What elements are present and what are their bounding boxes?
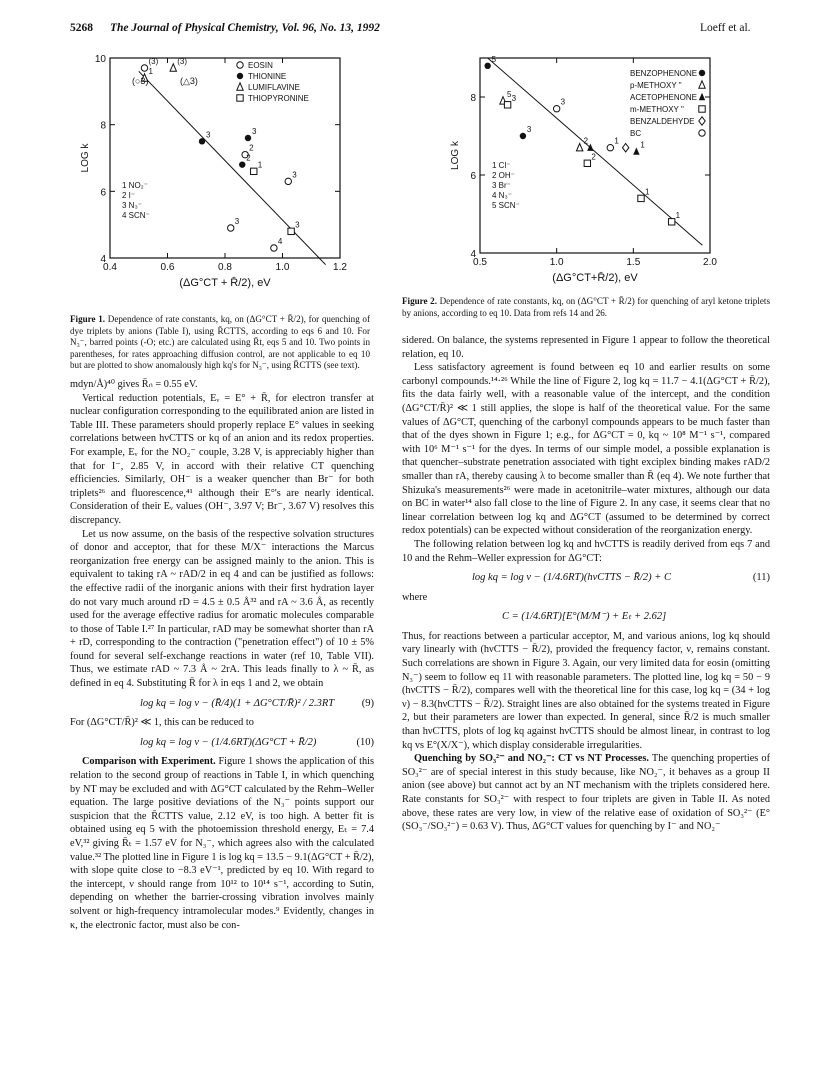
legend-marker [237, 83, 243, 90]
anion-list-item: 2 I⁻ [122, 191, 136, 200]
right-p3: The following relation between log kq and hνCTTS is readily derived from eqs 7 and 10 and the Rehm–Weller expression for ΔG°CT: [402, 538, 770, 564]
point-label: 1 [640, 140, 645, 150]
data-point [668, 219, 674, 225]
left-p2: Vertical reduction potentials, Eᵥ = E° + R̄, for electron transfer at nuclear configuration corresponding to the equilibrated anion are listed in Table III. These parameters should properly replace E° values in seeking correlations between hνCTTS or kq of an anion and its redox properties. For example, Eᵥ for the NO₂⁻ couple, 3.28 V, is appreciably higher than that for I⁻, 2.85 V, in accord with their relative CT quenching efficiencies. Similarly, OH⁻ is a weaker quencher than Br⁻ for both triplets²⁶ and fluorescence,⁴¹ although their E°'s are nearly identical. Consideration of their Eᵥ values (OH⁻, 3.97 V; Br⁻, 3.67 V) resolves this discrepancy. [70, 392, 374, 526]
legend-label: ACETOPHENONE [630, 93, 697, 102]
point-label: 3 [295, 220, 300, 230]
data-point [228, 225, 234, 231]
point-label: 2 [591, 152, 596, 162]
right-p4: Thus, for reactions between a particular acceptor, M, and various anions, log kq should vary linearly with (hνCTTS − R̄/2), provided the frequency factor, ν, remains constant. Such correlations are shown in Figure 3. Again, our very limited data for eosin (omitting N₃⁻) seem to follow eq 11 with reasonable parameters. The plotted line, log kq = 50 − 9 (hνCTTS − R̄/2), compares well with the theoretical line for this case, log kq = (34 + log ν) − 8.3(hνCTTS − R̄/2). Straight lines are also obtained for the systems treated in Figure 2, but their parameters are lower than expected. In general, since R̄/2 is much smaller than hνCTTS, plots of log kq against hνCTTS should be almost linear, in contrast to log kq vs E°(X/X⁻), which display considerable irregularities. [402, 630, 770, 751]
point-label: 3 [292, 170, 297, 180]
y-tick-label: 8 [470, 93, 476, 104]
point-label: 1 [675, 210, 681, 220]
left-p4: For (ΔG°CT/R̄)² ≪ 1, this can be reduced to [70, 717, 254, 729]
y-tick-label: 4 [100, 254, 106, 265]
anion-list-item: 2 OH⁻ [492, 171, 515, 180]
legend-marker [699, 130, 705, 136]
y-axis-label: LOG k [80, 143, 91, 173]
legend-label: LUMIFLAVINE [248, 83, 300, 92]
paren-label: (○3) [132, 76, 149, 86]
legend-marker [237, 95, 243, 101]
anion-list-item: 3 Br⁻ [492, 181, 511, 190]
legend-label: BENZALDEHYDE [630, 117, 695, 126]
data-point [251, 168, 257, 174]
point-label: 2 [249, 143, 254, 153]
data-point [587, 144, 593, 151]
legend-label: EOSIN [248, 61, 273, 70]
legend-marker [237, 73, 243, 79]
data-point [520, 133, 526, 139]
data-point [633, 147, 639, 154]
data-point [584, 160, 590, 166]
x-tick-label: 0.8 [218, 262, 232, 273]
legend-marker [237, 62, 243, 68]
point-label: 3 [252, 127, 257, 136]
paren-label: (△3) [180, 76, 198, 86]
journal-title: The Journal of Physical Chemistry, Vol. 96, No. 13, 1992 [110, 22, 380, 34]
right-where: where [402, 591, 428, 603]
legend-marker [699, 117, 705, 125]
left-p3: Let us now assume, on the basis of the respective solvation structures of donor and acceptor, that for these M/X⁻ interactions the Marcus reorganization free energy can be assigned mainly to the anion. This is equivalent to taking rA ~ rAD/2 in eq 4 and can be justified as follows: the effective radii of the inorganic anions with their first hydration layer do not vary much around rD = 4.5 ± 0.5 Å³² and rA ~ 3.6 Å, as recently used for the average effective radius for aromatic molecules comparable to those of Table I.²⁷ In particular, rAD may be somewhat shorter than rA + rD, corresponding to the contraction ("penetration effect") of 10 ± 5% found for several self-exchange reactions in water (ref 10, Table VII). Thus, we estimate rAD ~ 7.3 Å ~ 2rA. This leads finally to λ ~ R̄, as defined in eq 4. Substituting R̄ for λ in eqs 1 and 2, we obtain [70, 528, 374, 690]
x-axis-label: (ΔG°CT + R̄/2), eV [179, 277, 271, 289]
right-p1: sidered. On balance, the systems represented in Figure 1 appear to follow the theoretical relation, eq 10. [402, 335, 770, 360]
point-label: 3 [234, 217, 240, 226]
equation-10: log kq = log ν − (1/4.6RT)(ΔG°CT + R̄/2) (10) [140, 736, 374, 748]
data-point [170, 64, 176, 71]
anion-list-item: 1 NO₂⁻ [122, 181, 148, 190]
y-tick-label: 8 [100, 120, 106, 132]
legend-marker [699, 93, 705, 100]
legend-label: THIONINE [248, 72, 287, 81]
point-label: 5 [491, 54, 497, 64]
data-point [607, 145, 613, 151]
anion-list-item: 4 N₃⁻ [492, 191, 512, 200]
data-point [199, 138, 205, 144]
data-point [271, 245, 277, 251]
data-point [622, 144, 628, 152]
point-label: 3 [511, 93, 517, 103]
left-p1: mdyn/Å)⁴⁰ gives R̄ₙ = 0.55 eV. [70, 379, 198, 390]
data-point [141, 65, 147, 71]
point-label: 1 [614, 136, 619, 146]
y-tick-label: 6 [470, 171, 476, 182]
page-number: 5268 [70, 22, 93, 34]
point-label: 2 [246, 153, 251, 163]
right-column [402, 334, 770, 834]
point-label: 1 [257, 160, 263, 170]
y-tick-label: 10 [94, 54, 106, 65]
data-point [576, 144, 582, 151]
legend-label: p-METHOXY " [630, 81, 682, 90]
data-point [285, 178, 291, 184]
data-point [484, 63, 490, 69]
legend-label: THIOPYRONINE [248, 94, 309, 103]
running-authors: Loeff et al. [700, 22, 751, 34]
point-label: 3 [526, 125, 532, 134]
equation-11: log kq = log ν − (1/4.6RT)(hνCTTS − R̄/2) + C (11) [472, 572, 770, 584]
x-tick-label: 1.0 [549, 257, 564, 268]
point-label: 3 [206, 130, 211, 140]
x-tick-label: 1.2 [333, 262, 347, 273]
y-tick-label: 4 [470, 249, 476, 260]
point-label: 2 [583, 136, 589, 146]
x-tick-label: 0.6 [160, 262, 175, 273]
anion-list-item: 4 SCN⁻ [122, 211, 150, 220]
point-label: 5 [507, 89, 512, 99]
legend-marker [699, 81, 705, 88]
equation-9: log kq = log ν − (R̄/4)(1 + ΔG°CT/R̄)² / 2.3RT (9) [140, 697, 374, 709]
x-tick-label: 2.0 [703, 257, 717, 268]
data-point [504, 102, 510, 108]
data-point [245, 135, 251, 141]
y-tick-label: 6 [100, 187, 106, 199]
legend-label: BENZOPHENONE [630, 69, 698, 78]
legend-label: BC [630, 129, 642, 138]
point-label: 3 [560, 97, 566, 107]
figure-2-caption: Figure 2. Dependence of rate constants, kq, on (ΔG°CT + R̄/2) for quenching of aryl ketone triplets by anions, according to eq 10. Data from refs 14 and 26. [402, 296, 770, 318]
figure-1 [70, 48, 370, 310]
anion-list-item: 5 SCN⁻ [492, 201, 520, 210]
data-point [239, 161, 245, 167]
legend-marker [699, 106, 705, 112]
legend-marker [699, 70, 705, 76]
x-tick-label: 0.5 [473, 257, 487, 268]
point-label: (3) [148, 57, 159, 66]
x-tick-label: 1.5 [626, 257, 641, 268]
point-label: 1 [148, 67, 153, 76]
data-point [638, 195, 644, 201]
point-label: (3) [177, 57, 188, 66]
x-tick-label: 1.0 [275, 262, 290, 273]
right-p2: Less satisfactory agreement is found between eq 10 and earlier results on some carbonyl compounds.¹⁴·²⁶ While the line of Figure 2, log kq = 11.7 − 4.1(ΔG°CT + R̄/2), fits the data fairly well, with a reasonable value of the intercept, and the condition (ΔG°CT/R̄)² ≪ 1 still applies, the slope is half of the theoretical value. For the same values of ΔG°CT, quenching of the carbonyl compounds appears to be much faster than that of the dyes shown in Figure 1; e.g., for ΔG°CT = 0, kq ~ 10⁸ M⁻¹ s⁻¹, compared with 10⁶ M⁻¹ s⁻¹ for the dyes. In terms of our simple model, a possible explanation is that quencher–substrate penetration associated with tight exciplex binding makes rAD/2 smaller than rA, thereby causing λ to become smaller than R̄ (eq 4). We note further that Shizuka's measurements²⁶ were made in acetonitrile–water mixtures, although our data on BC in water¹⁴ also fall close to the line of Figure 2. In any case, it seems clear that no linear correlation between log kq and ΔG°CT (assumed to be determined by correct redox potentials) can be expected without consideration of the reorganization energy. [402, 362, 770, 537]
figure-1-caption: Figure 1. Dependence of rate constants, kq, on (ΔG°CT + R̄/2), for quenching of dye triplets by anions (Table I), using R̄CTTS, according to eqs 6 and 10. For N₃⁻, barred points (-O; etc.) are calculated using R̄t, eqs 5 and 10. Two points in parentheses, for rates approaching diffusion control, are not applicable to eq 10 but are plotted to show anomalously high kq's for N₃⁻, using R̄CTTS (see text). [70, 314, 370, 371]
data-point [553, 106, 559, 112]
x-tick-label: 0.4 [103, 262, 117, 273]
right-p5: Quenching by SO₃²⁻ and NO₂⁻: CT vs NT Processes. The quenching properties of SO₃²⁻ are of special interest in this study because, like NO₂⁻, it behaves as a group II anion (see above) but cannot act by an NT mechanism with the triplets considered here. Rate constants for SO₃²⁻ with respect to four triplets are given in Table II. As noted above, these rates are very low, in view of the relative ease of oxidation of SO₃²⁻ (E°(SO₃⁻/SO₃²⁻) = 0.63 V). Thus, ΔG°CT values for quenching by I⁻ and NO₂⁻ [402, 753, 771, 833]
point-label: 1 [645, 187, 650, 197]
figure-2 [440, 48, 740, 288]
legend-label: m-METHOXY " [630, 105, 684, 114]
plot-frame [110, 58, 340, 258]
anion-list-item: 1 Cl⁻ [492, 161, 511, 170]
equation-c: C = (1/4.6RT)[E°(M/M⁻) + Eₜ + 2.62] [502, 611, 667, 623]
left-p5: Comparison with Experiment. Figure 1 shows the application of this relation to the second group of reactions in Table I, in which quenching by NT may be excluded and with ΔG°CT calculated by the Rehm–Weller equation. The large positive deviations of the N₃⁻ points support our suspicion that the R̄CTTS value, 2.12 eV, is too high. A better fit is obtained using eq 5 with the photoemission threshold energy, Eₜ = 7.4 eV,³² giving R̄ₜ = 1.57 eV for N₃⁻, which agrees also with the calculated value.³² The plotted line in Figure 1 is log kq = 13.5 − 9.1(ΔG°CT + R̄/2), with slope quite close to −8.3 eV⁻¹, predicted by eq 10. With regard to the intercept, ν should range from 10¹² to 10¹⁴ s⁻¹, according to Sutin, depending on whether the barrier-crossing vibration involves mainly solvent or high-frequency intramolecular modes.⁹ Evidently, changes in κ, the electronic factor, must also be con- [70, 756, 374, 931]
point-label: 4 [277, 237, 283, 246]
anion-list-item: 3 N₃⁻ [122, 201, 142, 210]
left-column [70, 378, 374, 932]
x-axis-label: (ΔG°CT+R̄/2), eV [552, 272, 638, 284]
data-point [288, 228, 294, 234]
y-axis-label: LOG k [450, 141, 461, 170]
